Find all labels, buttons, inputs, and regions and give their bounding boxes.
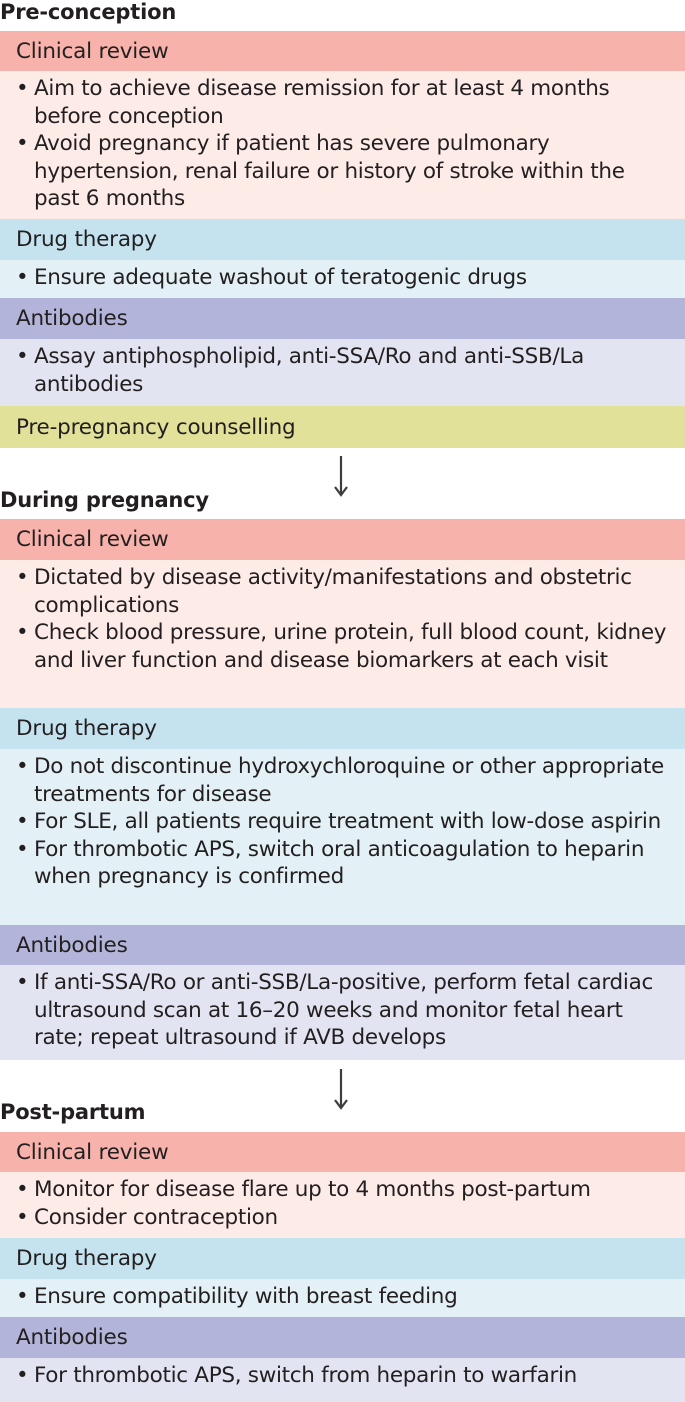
bullet-dot: • <box>16 265 29 290</box>
post-clinical-review-body <box>0 1172 685 1238</box>
post-antibodies-body <box>0 1358 685 1402</box>
pre-antibodies-header <box>0 298 685 339</box>
list-item-text: Ensure compatibility with breast feeding <box>34 1284 458 1309</box>
bullet-dot: • <box>16 1204 29 1230</box>
list-item-text: Aim to achieve disease remission for at least 4 months before conception <box>34 76 610 129</box>
list-item <box>16 619 667 674</box>
list-item-text: Do not discontinue hydroxychloroquine or other appropriate treatments for disease <box>34 754 664 807</box>
bullet-dot: • <box>16 620 29 645</box>
bullet-dot: • <box>16 1177 29 1202</box>
pre-pregnancy-counselling-header <box>0 406 685 448</box>
list-item <box>16 1176 667 1204</box>
during-drug-therapy-body <box>0 749 685 925</box>
list-item <box>16 808 667 836</box>
list-item-text: Monitor for disease flare up to 4 months post-partum <box>34 1177 591 1202</box>
list-item <box>16 75 667 130</box>
post-clinical-review-header <box>0 1132 685 1172</box>
list-item <box>16 343 667 398</box>
during-drug-therapy-header <box>0 708 685 749</box>
list-item <box>16 264 667 292</box>
list-item-text: Assay antiphospholipid, anti-SSA/Ro and anti-SSB/La antibodies <box>34 344 584 397</box>
bullet-dot: • <box>16 754 29 779</box>
list-item <box>16 753 667 808</box>
list-item-text: For SLE, all patients require treatment with low-dose aspirin <box>34 809 661 834</box>
pre-antibodies-body <box>0 339 685 406</box>
list-item-text: Avoid pregnancy if patient has severe pulmonary hypertension, renal failure or history of stroke within the past 6 months <box>34 131 625 211</box>
section-label: Drug therapy <box>16 1246 157 1271</box>
bullet-dot: • <box>16 131 29 156</box>
bullet-dot: • <box>16 1284 29 1309</box>
section-label: Antibodies <box>16 306 128 331</box>
list-item-text: Consider contraception <box>34 1204 278 1230</box>
bullet-dot: • <box>16 836 29 862</box>
phase-title-during-pregnancy: During pregnancy <box>0 488 209 512</box>
list-item-text: Dictated by disease activity/manifestations and obstetric complications <box>34 565 632 618</box>
bullet-dot: • <box>16 1363 29 1388</box>
bullet-dot: • <box>16 565 29 590</box>
bullet-dot: • <box>16 344 29 369</box>
pre-clinical-review-header <box>0 31 685 71</box>
section-label: Pre-pregnancy counselling <box>16 414 296 440</box>
section-label: Clinical review <box>16 1139 169 1165</box>
section-label: Antibodies <box>16 932 128 958</box>
list-item <box>16 836 667 891</box>
list-item <box>16 564 667 619</box>
pre-drug-therapy-body <box>0 260 685 298</box>
list-item-text: Ensure adequate washout of teratogenic drugs <box>34 265 527 290</box>
section-label: Drug therapy <box>16 716 157 741</box>
section-label: Clinical review <box>16 527 169 552</box>
bullet-dot: • <box>16 970 29 995</box>
during-clinical-review-body <box>0 560 685 708</box>
section-label: Drug therapy <box>16 227 157 252</box>
list-item <box>16 1204 667 1232</box>
bullet-dot: • <box>16 809 29 834</box>
phase-title-pre-conception: Pre-conception <box>0 0 177 24</box>
bullet-dot: • <box>16 76 29 101</box>
list-item <box>16 969 667 1052</box>
section-label: Clinical review <box>16 38 169 64</box>
post-drug-therapy-header <box>0 1238 685 1279</box>
pre-drug-therapy-header <box>0 219 685 260</box>
during-clinical-review-header <box>0 519 685 560</box>
during-antibodies-header <box>0 925 685 965</box>
list-item-text: Check blood pressure, urine protein, full blood count, kidney and liver function and disease biomarkers at each visit <box>34 620 667 673</box>
phase-title-post-partum: Post-partum <box>0 1100 146 1124</box>
list-item-text: For thrombotic APS, switch from heparin to warfarin <box>34 1363 577 1388</box>
list-item-text: For thrombotic APS, switch oral anticoagulation to heparin when pregnancy is confirmed <box>34 836 645 889</box>
section-label: Antibodies <box>16 1325 128 1350</box>
list-item <box>16 1283 667 1311</box>
during-antibodies-body <box>0 965 685 1060</box>
post-antibodies-header <box>0 1317 685 1358</box>
list-item-text: If anti-SSA/Ro or anti-SSB/La-positive, perform fetal cardiac ultrasound scan at 16–20 weeks and monitor fetal heart rate; repeat ultrasound if AVB develops <box>34 970 653 1050</box>
pre-clinical-review-body <box>0 71 685 219</box>
list-item <box>16 1362 667 1390</box>
list-item <box>16 130 667 213</box>
post-drug-therapy-body <box>0 1279 685 1317</box>
